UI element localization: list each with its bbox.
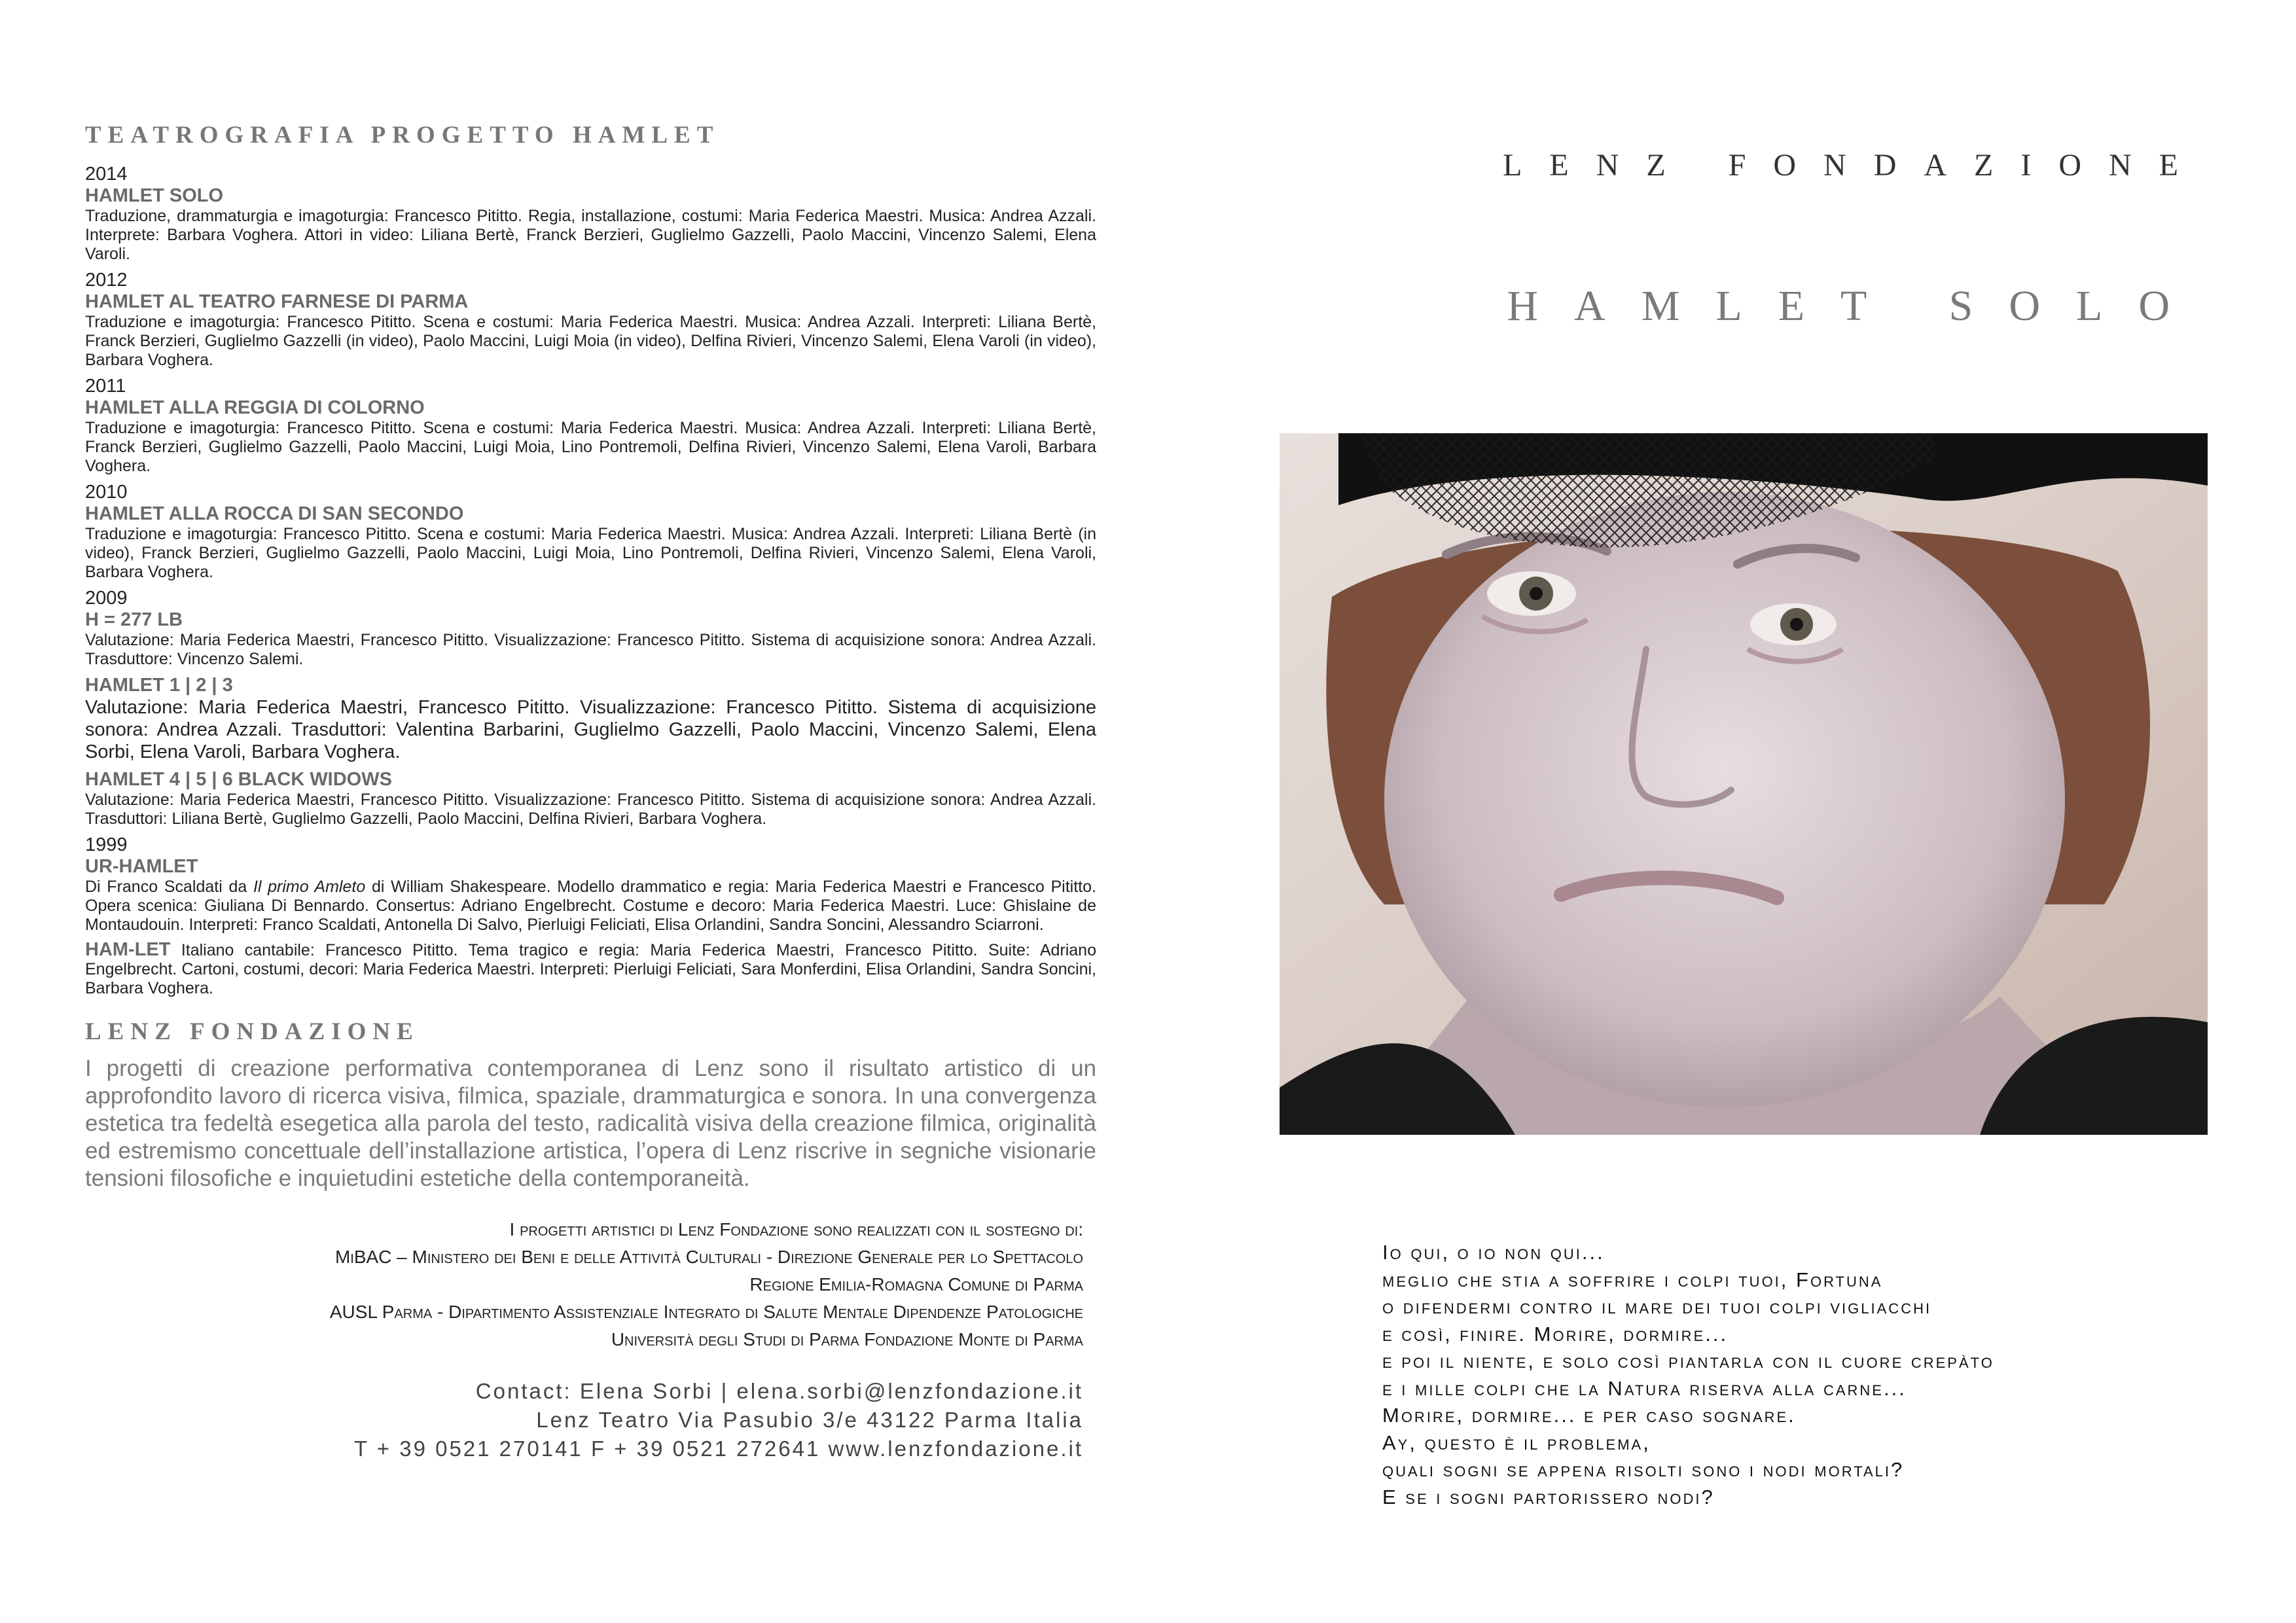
entry-title: HAMLET 4 | 5 | 6 BLACK WIDOWS [85,769,392,790]
support-line: I progetti artistici di Lenz Fondazione sono realizzati con il sostegno di: [509,1219,1083,1240]
lenz-description: I progetti di creazione performativa contemporanea di Lenz sono il risultato artistico di un approfondito lavoro di ricerca visiva, filmica, spaziale, drammaturgica e sonora. In una convergenza estetica tra fedeltà esegetica alla parola del testo, radicalità visiva della creazione filmica, originalità ed estremismo concettuale dell’installazione artistica, l’opera di Lenz riscrive in segniche visionarie tensioni filosofiche e inquietudini estetiche della contemporaneità. [85,1056,1096,1191]
entry-description: Valutazione: Maria Federica Maestri, Francesco Pititto. Visualizzazione: Francesco Pititto. Sistema di acquisizione sonora: Andrea Azzali. Trasduttori: Valentina Barbarini, Guglielmo Gazzelli, Paolo Maccini, Vincenzo Salemi, Elena Sorbi, Elena Varoli, Barbara Voghera. [85,697,1096,762]
entry-description [85,940,1096,998]
desc-part: di William Shakespeare. Modello drammatico e regia: Maria Federica Maestri e Francesco Pititto. Opera scenica: Giuliana Di Bennardo. Consertus: Adriano Engelbrecht. Costume e decoro: Maria Federica Maestri. Luce: Ghislaine de Montaudouin. Interpreti: Franco Scaldati, Antonella Di Salvo, Pierluigi Feliciati, Elisa Orlandini, Sandra Soncini, Alessandro Sciarroni. [85,878,1096,934]
entry-2012 [85,270,1096,370]
poem-line: E se i sogni partorissero nodi? [1382,1485,1715,1508]
brand-title: LENZ FONDAZIONE [1503,148,2206,183]
entry-title: HAMLET 1 | 2 | 3 [85,675,233,696]
entry-description: Valutazione: Maria Federica Maestri, Francesco Pititto. Visualizzazione: Francesco Pititto. Sistema di acquisizione sonora: Andrea Azzali. Trasduttore: Vincenzo Salemi. [85,631,1096,668]
teatrografia-section [85,121,1096,998]
poem-line: Morire, dormire... e per caso sognare. [1382,1404,1796,1427]
entry-description: Traduzione e imagoturgia: Francesco Pititto. Scena e costumi: Maria Federica Maestri. Musica: Andrea Azzali. Interpreti: Liliana Bertè, Franck Berzieri, Guglielmo Gazzelli (in video), Paolo Maccini, Luigi Moia (in video), Delfina Rivieri, Vincenzo Salemi, Elena Varoli (in video), Barbara Voghera. [85,313,1096,369]
support-credits [85,1216,1083,1353]
entry-year: 1999 [85,834,128,855]
entry-2009-h277lb [85,588,1096,669]
poem-text [1382,1239,2253,1510]
entry-1999-ur-hamlet [85,834,1096,935]
contact-block [85,1377,1083,1463]
poem-line: Ay, questo è il problema, [1382,1431,1651,1454]
entry-year: 2011 [85,376,126,397]
entry-title: HAM-LET [85,939,171,960]
support-line: AUSL Parma - Dipartimento Assistenziale Integrato di Salute Mentale Dipendenze Patologiche [329,1302,1083,1322]
entry-title: UR-HAMLET [85,856,198,877]
contact-line: T + 39 0521 270141 F + 39 0521 272641 www.lenzfondazione.it [354,1436,1083,1461]
show-title: HAMLET SOLO [1507,282,2206,330]
poem-line: quali sogni se appena risolti sono i nodi mortali? [1382,1458,1905,1481]
entry-title: HAMLET ALLA REGGIA DI COLORNO [85,397,425,418]
poem-line: meglio che stia a soffrire i colpi tuoi, Fortuna [1382,1268,1883,1291]
left-column [85,121,1096,1463]
entry-description: Valutazione: Maria Federica Maestri, Francesco Pititto. Visualizzazione: Francesco Pititto. Sistema di acquisizione sonora: Andrea Azzali. Trasduttori: Liliana Bertè, Guglielmo Gazzelli, Paolo Maccini, Delfina Rivieri, Barbara Voghera. [85,791,1096,828]
desc-part: Italiano cantabile: Francesco Pititto. Tema tragico e regia: Maria Federica Maestri, Francesco Pititto. Suite: Adriano Engelbrecht. Cartoni, costumi, decori: Maria Federica Maestri. Interpreti: Pierluigi Feliciati, Sara Monferdini, Elisa Orlandini, Sandra Soncini, Barbara Voghera. [85,941,1096,997]
entry-2014 [85,164,1096,264]
entry-year: 2012 [85,270,128,291]
entry-year: 2009 [85,588,128,609]
entry-2010 [85,482,1096,582]
entry-title: H = 277 LB [85,609,183,630]
poem-line: e così, finire. Morire, dormire... [1382,1322,1729,1346]
entry-hamlet-456 [85,769,1096,829]
support-line: Università degli Studi di Parma Fondazione Monte di Parma [611,1329,1083,1349]
entry-ham-let [85,940,1096,998]
entry-2011 [85,376,1096,476]
entry-description: Traduzione e imagoturgia: Francesco Pititto. Scena e costumi: Maria Federica Maestri. Musica: Andrea Azzali. Interpreti: Liliana Bertè (in video), Franck Berzieri, Guglielmo Gazzelli, Paolo Maccini, Luigi Moia, Lino Pontremoli, Delfina Rivieri, Vincenzo Salemi, Elena Varoli, Barbara Voghera. [85,525,1096,581]
entry-title: HAMLET ALLA ROCCA DI SAN SECONDO [85,503,464,524]
entry-description [85,878,1096,935]
contact-line: Contact: Elena Sorbi | elena.sorbi@lenzfondazione.it [475,1379,1083,1403]
lenz-section [85,1018,1096,1192]
teatrografia-title: TEATROGRAFIA PROGETTO HAMLET [85,122,720,149]
support-line: Regione Emilia-Romagna Comune di Parma [749,1274,1083,1294]
poem-line: e poi il niente, e solo così piantarla con il cuore crepàto [1382,1349,1994,1372]
entry-title: HAMLET AL TEATRO FARNESE DI PARMA [85,291,469,312]
performer-portrait-photo [1280,433,2208,1135]
poem-line: o difendermi contro il mare dei tuoi colpi vigliacchi [1382,1295,1932,1318]
entry-description: Traduzione, drammaturgia e imagoturgia: Francesco Pititto. Regia, installazione, costumi: Maria Federica Maestri. Musica: Andrea Azzali. Interprete: Barbara Voghera. Attori in video: Liliana Bertè, Franck Berzieri, Guglielmo Gazzelli, Paolo Maccini, Vincenzo Salemi, Elena Varoli. [85,207,1096,263]
poem-line: e i mille colpi che la Natura riserva alla carne... [1382,1376,1907,1400]
entry-description: Traduzione e imagoturgia: Francesco Pititto. Scena e costumi: Maria Federica Maestri. Musica: Andrea Azzali. Interpreti: Liliana Bertè, Franck Berzieri, Guglielmo Gazzelli, Paolo Maccini, Luigi Moia, Lino Pontremoli, Delfina Rivieri, Vincenzo Salemi, Elena Varoli, Barbara Voghera. [85,419,1096,475]
lenz-title: LENZ FONDAZIONE [85,1018,420,1045]
support-line: MiBAC – Ministero dei Beni e delle Attività Culturali - Direzione Generale per lo Spettacolo [334,1247,1083,1267]
desc-part: Di Franco Scaldati da [85,878,253,896]
entry-hamlet-123 [85,675,1096,763]
entry-year: 2014 [85,164,128,185]
entry-title: HAMLET SOLO [85,185,224,206]
contact-line: Lenz Teatro Via Pasubio 3/e 43122 Parma Italia [536,1408,1083,1432]
poem-line: Io qui, o io non qui... [1382,1241,1605,1264]
desc-italic-title: Il primo Amleto [253,878,366,896]
entry-year: 2010 [85,482,128,503]
